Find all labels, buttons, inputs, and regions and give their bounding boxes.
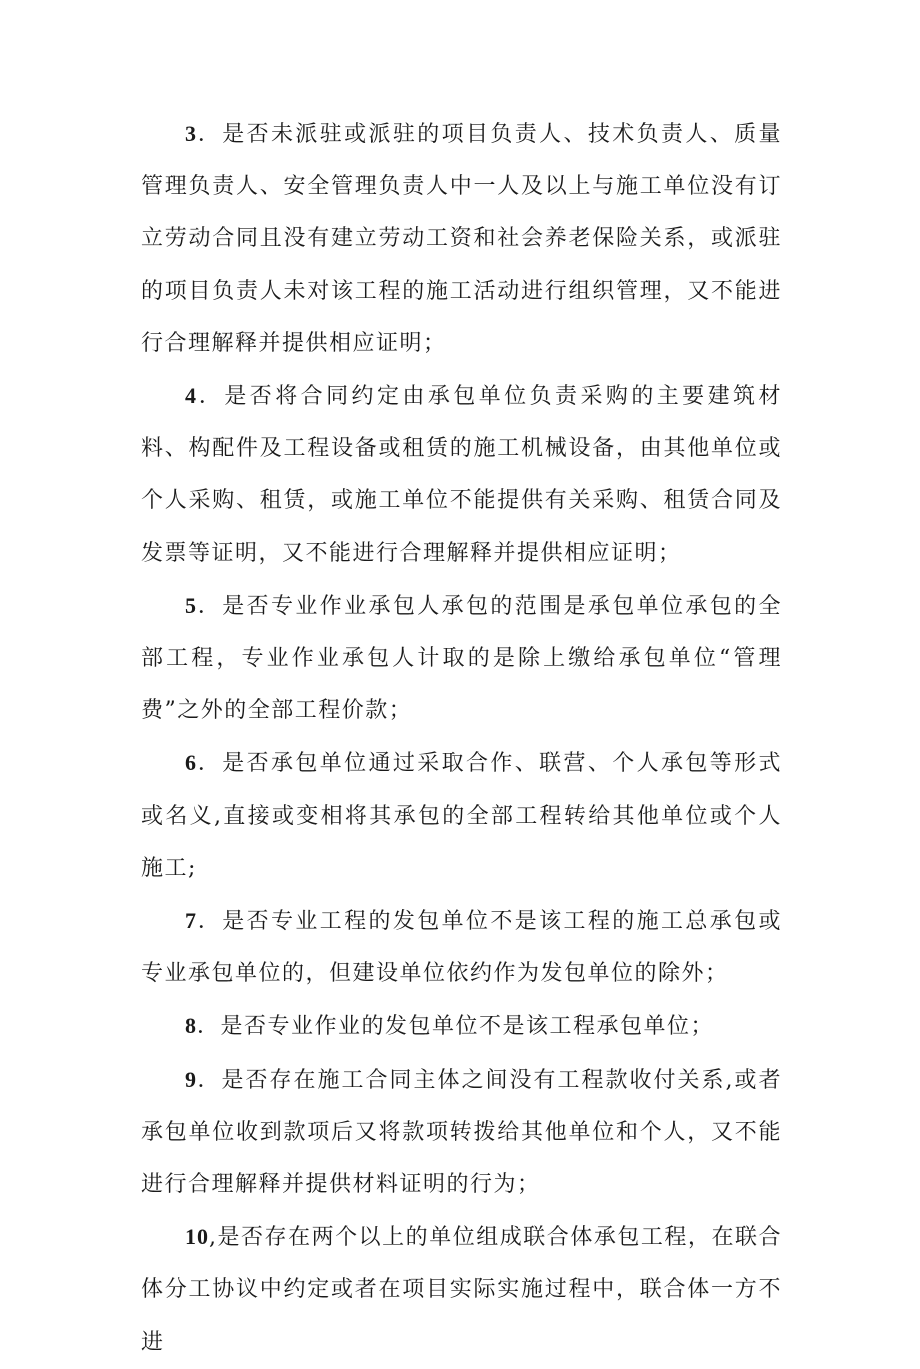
paragraph-text: ．是否专业工程的发包单位不是该工程的施工总承包或专业承包单位的，但建设单位依约作为发包单位的除外； — [141, 909, 782, 987]
paragraph-3 — [141, 108, 782, 370]
paragraph-6 — [141, 737, 782, 895]
paragraph-text: ,是否存在两个以上的单位组成联合体承包工程，在联合体分工协议中约定或者在项目实际实施过程中，联合体一方不进 — [141, 1225, 782, 1355]
paragraph-number: 7 — [185, 908, 197, 934]
paragraph-text: ．是否承包单位通过采取合作、联营、个人承包等形式或名义,直接或变相将其承包的全部工程转给其他单位或个人施工; — [141, 751, 782, 881]
paragraph-number: 3 — [185, 121, 197, 146]
paragraph-7 — [141, 895, 782, 1000]
paragraph-text: ．是否专业作业的发包单位不是该工程承包单位； — [197, 1014, 715, 1040]
paragraph-text: ．是否专业作业承包人承包的范围是承包单位承包的全部工程，专业作业承包人计取的是除上缴给承包单位“管理费”之外的全部工程价款； — [141, 593, 782, 724]
paragraph-8 — [141, 1000, 782, 1053]
paragraph-9 — [141, 1054, 782, 1212]
paragraph-text: ．是否未派驻或派驻的项目负责人、技术负责人、质量管理负责人、安全管理负责人中一人及以上与施工单位没有订立劳动合同且没有建立劳动工资和社会养老保险关系，或派驻的项目负责人未对该工程的施工活动进行组织管理，又不能进行合理解释并提供相应证明； — [141, 122, 782, 356]
paragraph-4 — [141, 370, 782, 580]
paragraph-number: 5 — [185, 592, 197, 618]
paragraph-number: 10 — [185, 1224, 209, 1250]
document-body — [141, 108, 782, 1369]
paragraph-number: 9 — [185, 1066, 197, 1092]
paragraph-5 — [141, 580, 782, 738]
paragraph-number: 8 — [185, 1013, 197, 1039]
paragraph-text: ．是否将合同约定由承包单位负责采购的主要建筑材料、构配件及工程设备或租赁的施工机械设备，由其他单位或个人采购、租赁，或施工单位不能提供有关采购、租赁合同及发票等证明，又不能进行合理解释并提供相应证明； — [141, 384, 782, 566]
paragraph-text: ．是否存在施工合同主体之间没有工程款收付关系,或者承包单位收到款项后又将款项转拨给其他单位和个人，又不能进行合理解释并提供材料证明的行为； — [141, 1067, 782, 1198]
paragraph-number: 6 — [185, 750, 197, 776]
paragraph-10 — [141, 1211, 782, 1369]
paragraph-number: 4 — [185, 383, 197, 409]
